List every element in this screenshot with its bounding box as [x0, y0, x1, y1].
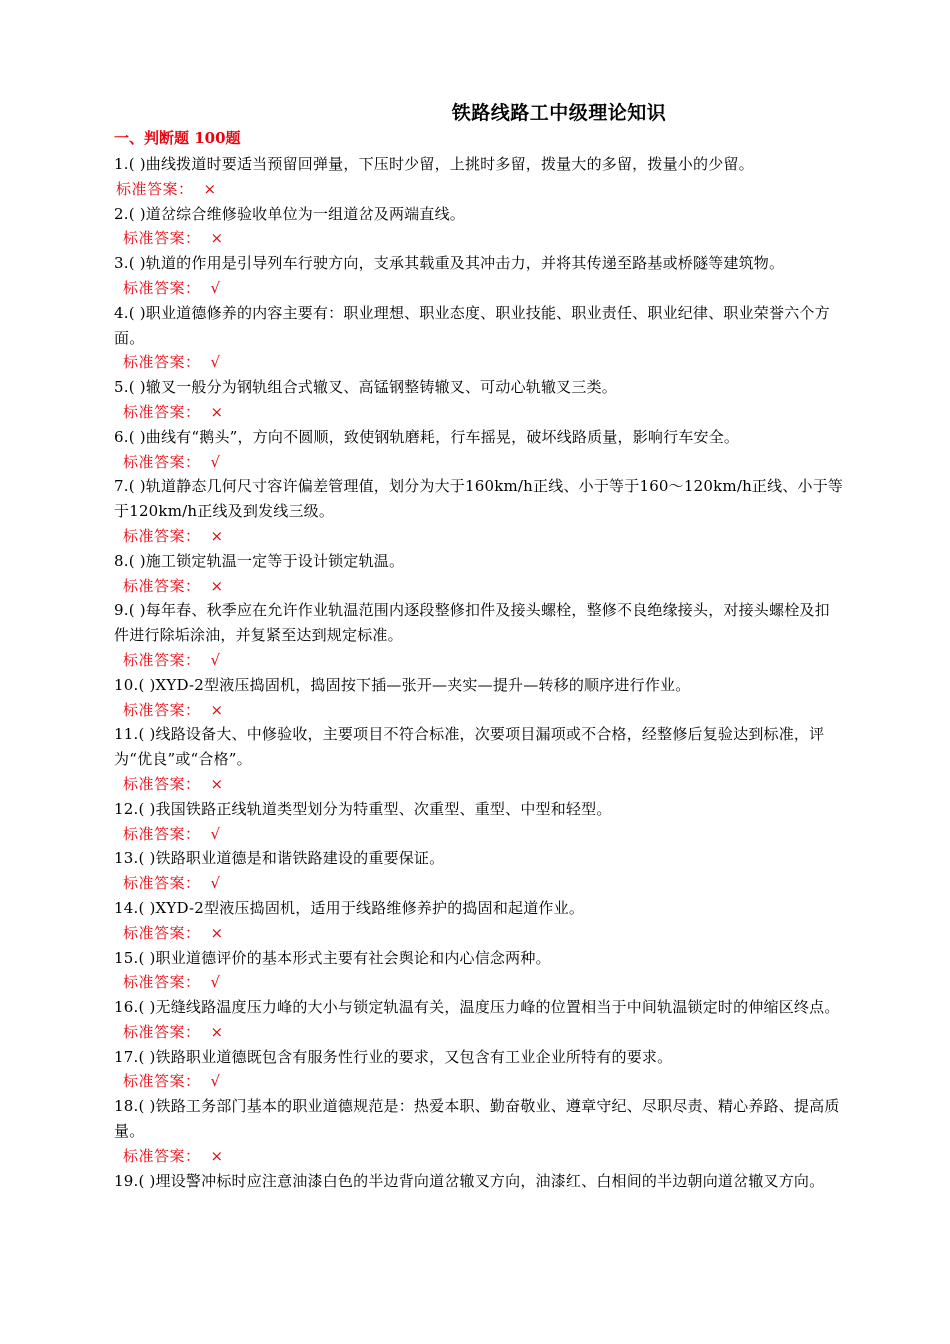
question-item	[114, 846, 844, 896]
question-item	[114, 896, 844, 946]
standard-answer	[114, 450, 844, 475]
check-mark-icon: √	[210, 452, 221, 471]
standard-answer	[114, 177, 844, 202]
question-text: 14.( )XYD-2型液压捣固机，适用于线路维修养护的捣固和起道作业。	[114, 898, 585, 917]
question-item	[114, 549, 844, 599]
question-text: 13.( )铁路职业道德是和谐铁路建设的重要保证。	[114, 849, 445, 868]
answer-label: 标准答案：	[116, 179, 194, 198]
cross-mark-icon: ×	[210, 1146, 224, 1165]
question-item	[114, 375, 844, 425]
question-text: 5.( )辙叉一般分为钢轨组合式辙叉、高锰钢整铸辙叉、可动心轨辙叉三类。	[114, 378, 617, 397]
question-item	[114, 673, 844, 723]
question-item	[114, 301, 844, 375]
standard-answer	[114, 921, 844, 946]
check-mark-icon: √	[210, 650, 221, 669]
answer-label: 标准答案：	[123, 923, 201, 942]
standard-answer	[114, 698, 844, 723]
question-item	[114, 995, 844, 1045]
question-item	[114, 1045, 844, 1095]
cross-mark-icon: ×	[203, 179, 217, 198]
answer-label: 标准答案：	[123, 526, 201, 545]
answer-label: 标准答案：	[123, 1146, 201, 1165]
standard-answer	[114, 400, 844, 425]
question-list	[114, 152, 844, 1193]
question-text: 10.( )XYD-2型液压捣固机，捣固按下插—张开—夹实—提升—转移的顺序进行作业。	[114, 675, 691, 694]
standard-answer	[114, 648, 844, 673]
question-text: 19.( )埋设警冲标时应注意油漆白色的半边背向道岔辙叉方向，油漆红、白相间的半边朝向道岔辙叉方向。	[114, 1171, 825, 1190]
answer-label: 标准答案：	[123, 650, 201, 669]
standard-answer	[114, 524, 844, 549]
question-item	[114, 152, 844, 202]
question-text: 12.( )我国铁路正线轨道类型划分为特重型、次重型、重型、中型和轻型。	[114, 799, 612, 818]
cross-mark-icon: ×	[210, 774, 224, 793]
check-mark-icon: √	[210, 874, 221, 893]
question-item	[114, 425, 844, 475]
question-item	[114, 1169, 844, 1194]
standard-answer	[114, 574, 844, 599]
answer-label: 标准答案：	[123, 229, 201, 248]
check-mark-icon: √	[210, 973, 221, 992]
standard-answer	[114, 822, 844, 847]
question-item	[114, 946, 844, 996]
cross-mark-icon: ×	[210, 402, 224, 421]
check-mark-icon: √	[210, 353, 221, 372]
standard-answer	[114, 350, 844, 375]
question-item	[114, 1094, 844, 1168]
question-text: 7.( )轨道静态几何尺寸容许偏差管理值，划分为大于160km/h正线、小于等于160～120km/h正线、小于等于120km/h正线及到发线三级。	[114, 477, 844, 521]
section-heading: 一、判断题 100题	[114, 129, 241, 147]
answer-label: 标准答案：	[123, 700, 201, 719]
document-content	[114, 128, 844, 1193]
check-mark-icon: √	[210, 1072, 221, 1091]
question-text: 16.( )无缝线路温度压力峰的大小与锁定轨温有关，温度压力峰的位置相当于中间轨温锁定时的伸缩区终点。	[114, 998, 840, 1017]
standard-answer	[114, 226, 844, 251]
question-text: 8.( )施工锁定轨温一定等于设计锁定轨温。	[114, 551, 405, 570]
question-text: 3.( )轨道的作用是引导列车行驶方向，支承其载重及其冲击力，并将其传递至路基或桥隧等建筑物。	[114, 254, 785, 273]
answer-label: 标准答案：	[123, 774, 201, 793]
answer-label: 标准答案：	[123, 576, 201, 595]
standard-answer	[114, 1020, 844, 1045]
answer-label: 标准答案：	[123, 452, 201, 471]
question-text: 17.( )铁路职业道德既包含有服务性行业的要求，又包含有工业企业所特有的要求。	[114, 1047, 673, 1066]
answer-label: 标准答案：	[123, 1022, 201, 1041]
answer-label: 标准答案：	[123, 353, 201, 372]
question-item	[114, 797, 844, 847]
answer-label: 标准答案：	[123, 278, 201, 297]
check-mark-icon: √	[210, 278, 221, 297]
question-item	[114, 251, 844, 301]
standard-answer	[114, 970, 844, 995]
cross-mark-icon: ×	[210, 923, 224, 942]
standard-answer	[114, 276, 844, 301]
standard-answer	[114, 871, 844, 896]
answer-label: 标准答案：	[123, 973, 201, 992]
cross-mark-icon: ×	[210, 700, 224, 719]
question-text: 9.( )每年春、秋季应在允许作业轨温范围内逐段整修扣件及接头螺栓，整修不良绝缘接头，对接头螺栓及扣件进行除垢涂油，并复紧至达到规定标准。	[114, 601, 830, 645]
cross-mark-icon: ×	[210, 229, 224, 248]
question-item	[114, 722, 844, 796]
question-text: 18.( )铁路工务部门基本的职业道德规范是：热爱本职、勤奋敬业、遵章守纪、尽职尽责、精心养路、提高质量。	[114, 1097, 840, 1141]
question-text: 2.( )道岔综合维修验收单位为一组道岔及两端直线。	[114, 204, 465, 223]
cross-mark-icon: ×	[210, 576, 224, 595]
cross-mark-icon: ×	[210, 1022, 224, 1041]
question-item	[114, 474, 844, 548]
question-text: 15.( )职业道德评价的基本形式主要有社会舆论和内心信念两种。	[114, 948, 551, 967]
question-text: 4.( )职业道德修养的内容主要有：职业理想、职业态度、职业技能、职业责任、职业纪律、职业荣誉六个方面。	[114, 303, 830, 347]
question-text: 6.( )曲线有“鹅头”，方向不圆顺，致使钢轨磨耗，行车摇晃，破坏线路质量，影响行车安全。	[114, 427, 740, 446]
question-text: 11.( )线路设备大、中修验收，主要项目不符合标准，次要项目漏项或不合格，经整修后复验达到标准，评为“优良”或“合格”。	[114, 725, 825, 769]
standard-answer	[114, 1144, 844, 1169]
question-item	[114, 598, 844, 672]
answer-label: 标准答案：	[123, 402, 201, 421]
answer-label: 标准答案：	[123, 874, 201, 893]
standard-answer	[114, 1069, 844, 1094]
standard-answer	[114, 772, 844, 797]
document-title: 铁路线路工中级理论知识	[451, 102, 667, 124]
question-item	[114, 202, 844, 252]
cross-mark-icon: ×	[210, 526, 224, 545]
answer-label: 标准答案：	[123, 824, 201, 843]
check-mark-icon: √	[210, 824, 221, 843]
answer-label: 标准答案：	[123, 1072, 201, 1091]
question-text: 1.( )曲线拨道时要适当预留回弹量，下压时少留，上挑时多留，拨量大的多留，拨量小的少留。	[114, 155, 754, 173]
